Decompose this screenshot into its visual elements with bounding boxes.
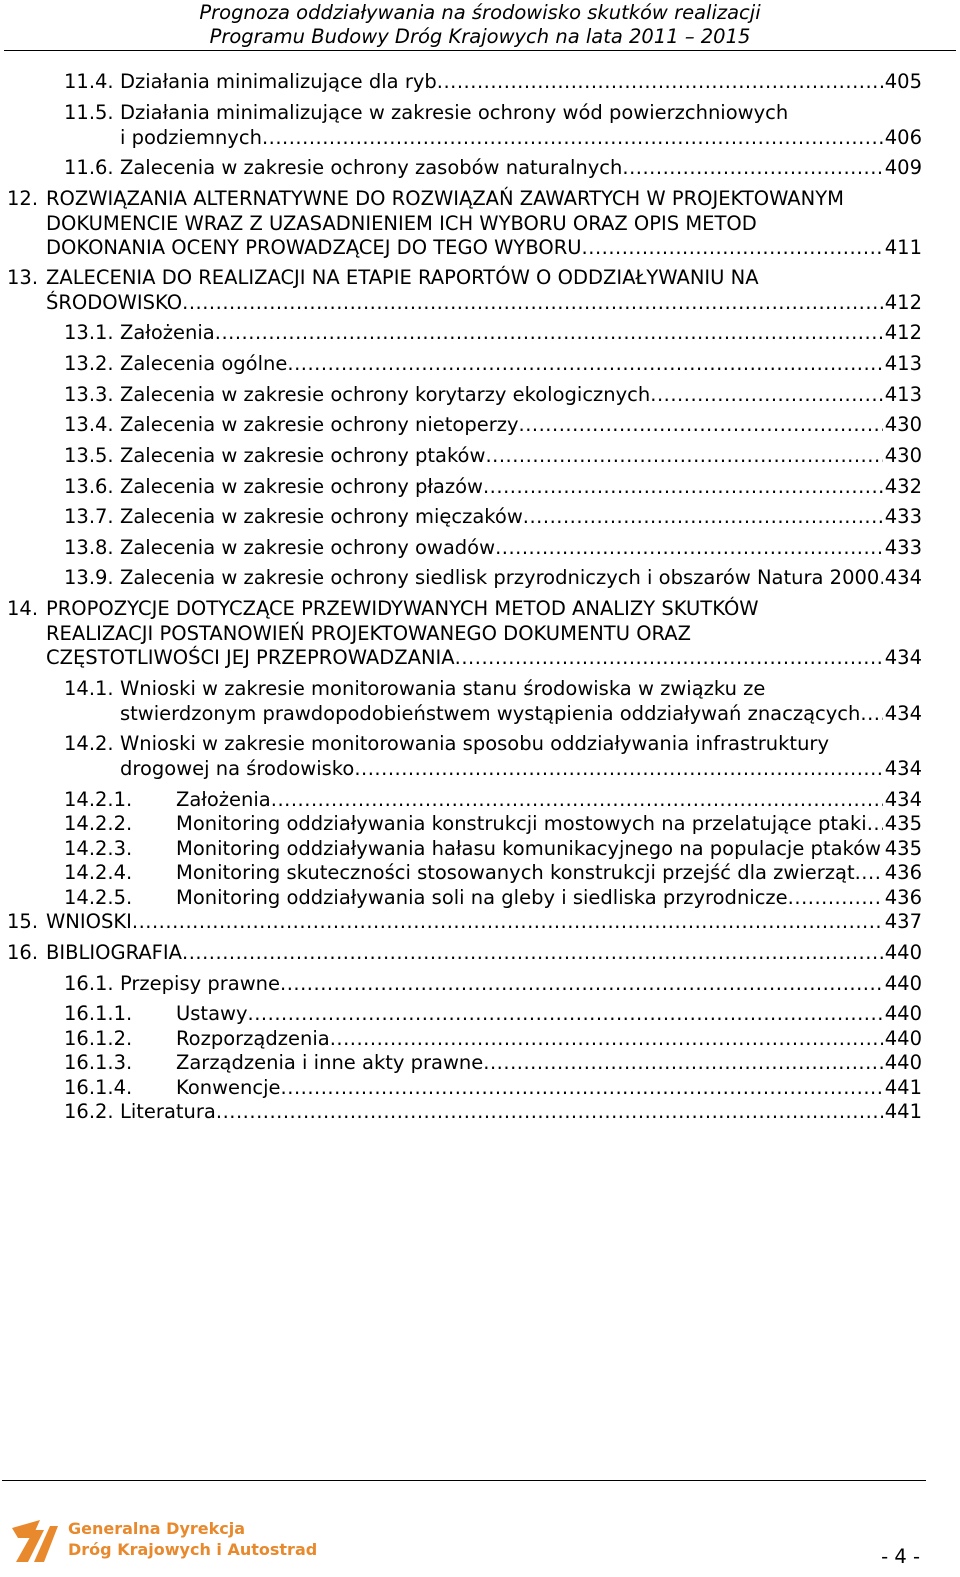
dot-leader xyxy=(485,444,882,469)
dot-leader xyxy=(182,941,883,966)
toc-entry-page: 433 xyxy=(884,536,922,559)
toc-entry-title xyxy=(120,972,922,997)
toc-entry-number: 13.9. xyxy=(64,566,114,589)
toc-entry-number: 11.5. xyxy=(64,101,114,124)
toc-entry-page: 405 xyxy=(884,70,922,93)
toc-entry-title-line: ROZWIĄZANIA ALTERNATYWNE DO ROZWIĄZAŃ ZAWARTYCH W PROJEKTOWANYM xyxy=(46,187,844,210)
dot-leader xyxy=(867,812,883,837)
toc-entry-number: 14.2. xyxy=(64,732,114,755)
toc-entry-number: 16. xyxy=(7,941,39,964)
toc-entry-title-line: Zalecenia w zakresie ochrony płazów xyxy=(120,475,483,498)
dot-leader xyxy=(262,126,883,151)
running-header xyxy=(0,0,960,49)
toc-entry-page: 409 xyxy=(884,156,922,179)
toc-entry-title xyxy=(120,566,922,591)
dot-leader xyxy=(650,383,883,408)
toc-entry-number: 13.3. xyxy=(64,383,114,406)
toc-entry-title xyxy=(176,837,922,862)
toc-entry-title-line: DOKONANIA OCENY PROWADZĄCEJ DO TEGO WYBORU xyxy=(46,236,582,259)
toc-entry-title xyxy=(176,1076,922,1101)
toc-entry-title-line: Wnioski w zakresie monitorowania stanu środowiska w związku ze xyxy=(120,677,766,700)
toc-entry-number: 13.7. xyxy=(64,505,114,528)
dot-leader xyxy=(495,536,883,561)
toc-entry-title-line: Zalecenia w zakresie ochrony zasobów naturalnych xyxy=(120,156,623,179)
toc-entry-page: 436 xyxy=(884,861,922,884)
dot-leader xyxy=(330,1027,883,1052)
toc-entry-number: 14.2.2. xyxy=(64,812,133,835)
dot-leader xyxy=(216,1100,883,1125)
toc-entry-number: 13.5. xyxy=(64,444,114,467)
dot-leader xyxy=(287,352,882,377)
toc-entry-title xyxy=(176,886,922,911)
header-line-1: Prognoza oddziaływania na środowisko skutków realizacji xyxy=(199,1,761,24)
gddkia-logo-icon xyxy=(10,1518,60,1564)
toc-entry-page: 434 xyxy=(884,646,922,669)
dot-leader xyxy=(281,1076,883,1101)
toc-entry-title xyxy=(120,505,922,530)
toc-entry-number: 16.1.4. xyxy=(64,1076,133,1099)
dot-leader xyxy=(860,702,882,727)
dot-leader xyxy=(455,646,883,671)
toc-entry-number: 14.2.1. xyxy=(64,788,133,811)
toc-entry-title xyxy=(176,861,922,886)
toc-entry-title xyxy=(176,812,922,837)
toc-entry-number: 14. xyxy=(7,597,39,620)
toc-entry-title xyxy=(176,1051,922,1076)
toc-entry-page: 440 xyxy=(884,941,922,964)
toc-entry-page: 440 xyxy=(884,1027,922,1050)
toc-entry-page: 441 xyxy=(884,1100,922,1123)
dot-leader xyxy=(855,861,883,886)
toc-entry-page: 412 xyxy=(884,290,922,314)
toc-entry-title xyxy=(120,321,922,346)
toc-entry-title-line: REALIZACJI POSTANOWIEŃ PROJEKTOWANEGO DOKUMENTU ORAZ xyxy=(46,621,691,645)
toc-entry-title-line: CZĘSTOTLIWOŚCI JEJ PRZEPROWADZANIA xyxy=(46,646,455,669)
toc-entry-number: 13.6. xyxy=(64,475,114,498)
toc-entry-title-line: Działania minimalizujące w zakresie ochrony wód powierzchniowych xyxy=(120,101,789,124)
dot-leader xyxy=(354,757,882,782)
toc-entry-page: 434 xyxy=(884,566,922,589)
toc-entry-title-line: Ustawy xyxy=(176,1002,248,1025)
toc-entry-title-line: Zalecenia w zakresie ochrony ptaków xyxy=(120,444,486,467)
toc-entry-title-line: BIBLIOGRAFIA xyxy=(46,941,182,964)
toc-entry-number: 13.1. xyxy=(64,321,114,344)
toc-entry-title-line: Wnioski w zakresie monitorowania sposobu oddziaływania infrastruktury xyxy=(120,732,829,755)
toc-entry-page: 432 xyxy=(884,475,922,498)
toc-entry-number: 16.2. xyxy=(64,1100,114,1123)
toc-entry-title-line: Monitoring oddziaływania konstrukcji mostowych na przelatujące ptaki xyxy=(176,812,867,835)
toc-entry-title xyxy=(120,677,922,726)
toc-entry-title-line: Zalecenia w zakresie ochrony siedlisk przyrodniczych i obszarów Natura 2000 xyxy=(120,566,880,589)
toc-entry-title-line: DOKUMENCIE WRAZ Z UZASADNIENIEM ICH WYBORU ORAZ OPIS METOD xyxy=(46,211,757,235)
toc-entry-title-line: PROPOZYCJE DOTYCZĄCE PRZEWIDYWANYCH METOD ANALIZY SKUTKÓW xyxy=(46,597,759,620)
toc-entry-title-line: Zalecenia w zakresie ochrony nietoperzy xyxy=(120,413,519,436)
toc-entry-title-line: ŚRODOWISKO xyxy=(46,290,183,314)
toc-entry-page: 430 xyxy=(884,413,922,436)
toc-entry-title-line: drogowej na środowisko xyxy=(120,756,355,780)
dot-leader xyxy=(271,788,883,813)
toc-entry-title xyxy=(120,101,922,150)
toc-entry-title xyxy=(46,187,922,261)
toc-entry-number: 14.1. xyxy=(64,677,114,700)
toc-entry-title-line: ZALECENIA DO REALIZACJI NA ETAPIE RAPORTÓW O ODDZIAŁYWANIU NA xyxy=(46,266,759,289)
footer-divider xyxy=(2,1480,926,1481)
toc-entry-title-line: Zalecenia w zakresie ochrony owadów xyxy=(120,536,496,559)
toc-entry-number: 11.4. xyxy=(64,70,114,93)
dot-leader xyxy=(483,475,883,500)
dot-leader xyxy=(215,321,883,346)
toc-entry-page: 437 xyxy=(884,910,922,933)
toc-entry-title xyxy=(120,352,922,377)
toc-entry-number: 13. xyxy=(7,266,39,289)
toc-entry-title xyxy=(46,910,922,935)
toc-entry-title xyxy=(120,536,922,561)
toc-entry-number: 14.2.5. xyxy=(64,886,133,909)
toc-entry-page: 440 xyxy=(884,972,922,995)
dot-leader xyxy=(519,413,883,438)
toc-entry-number: 14.2.3. xyxy=(64,837,133,860)
toc-entry-page: 430 xyxy=(884,444,922,467)
toc-entry-number: 11.6. xyxy=(64,156,114,179)
dot-leader xyxy=(483,1051,882,1076)
toc-entry-page: 413 xyxy=(884,383,922,406)
toc-entry-number: 13.4. xyxy=(64,413,114,436)
toc-entry-title xyxy=(46,941,922,966)
toc-entry-number: 14.2.4. xyxy=(64,861,133,884)
dot-leader xyxy=(132,910,883,935)
toc-entry-title xyxy=(120,475,922,500)
toc-entry-title xyxy=(120,444,922,469)
toc-entry-page: 440 xyxy=(884,1002,922,1025)
toc-entry-title-line: Konwencje xyxy=(176,1076,281,1099)
toc-entry-page: 435 xyxy=(884,812,922,835)
toc-entry-number: 16.1.2. xyxy=(64,1027,133,1050)
toc-entry-page: 434 xyxy=(884,701,922,725)
dot-leader xyxy=(248,1002,883,1027)
toc-entry-title-line: WNIOSKI xyxy=(46,910,132,933)
toc-entry-page: 411 xyxy=(884,236,922,259)
toc-entry-title-line: Zarządzenia i inne akty prawne xyxy=(176,1051,484,1074)
toc-entry-title-line: stwierdzonym prawdopodobieństwem wystąpienia oddziaływań znaczących xyxy=(120,701,861,725)
toc-entry-number: 15. xyxy=(7,910,39,933)
page-number: - 4 - xyxy=(881,1545,920,1568)
toc-entry-title xyxy=(120,383,922,408)
toc-entry-title-line: Przepisy prawne xyxy=(120,972,281,995)
dot-leader xyxy=(280,972,883,997)
toc-entry-number: 13.8. xyxy=(64,536,114,559)
toc-entry-title-line: Monitoring oddziaływania hałasu komunikacyjnego na populacje ptaków xyxy=(176,837,881,860)
toc-entry-title-line: i podziemnych xyxy=(120,125,262,149)
toc-entry-page: 435 xyxy=(884,837,922,860)
toc-entry-title xyxy=(120,156,922,181)
toc-entry-title xyxy=(120,413,922,438)
header-divider xyxy=(4,50,956,51)
header-line-2: Programu Budowy Dróg Krajowych na lata 2011 – 2015 xyxy=(209,25,751,48)
dot-leader xyxy=(582,236,883,261)
toc-entry-number: 16.1.1. xyxy=(64,1002,133,1025)
toc-entry-title-line: Monitoring skuteczności stosowanych konstrukcji przejść dla zwierząt xyxy=(176,861,855,884)
toc-entry-title-line: Literatura xyxy=(120,1100,216,1123)
toc-entry-page: 434 xyxy=(884,756,922,780)
dot-leader xyxy=(622,156,882,181)
toc-entry-title-line: Działania minimalizujące dla ryb xyxy=(120,70,437,93)
toc-entry-title-line: Zalecenia ogólne xyxy=(120,352,288,375)
toc-entry-title xyxy=(120,1100,922,1125)
toc-entry-title-line: Założenia xyxy=(176,788,271,811)
toc-entry-page: 413 xyxy=(884,352,922,375)
toc-entry-page: 434 xyxy=(884,788,922,811)
toc-entry-page: 406 xyxy=(884,125,922,149)
logo-text xyxy=(68,1518,317,1560)
toc-entry-title-line: Założenia xyxy=(120,321,215,344)
toc-entry-title-line: Monitoring oddziaływania soli na gleby i siedliska przyrodnicze xyxy=(176,886,788,909)
toc-entry-page: 412 xyxy=(884,321,922,344)
toc-entry-title xyxy=(46,266,922,315)
toc-entry-page: 441 xyxy=(884,1076,922,1099)
logo-line-1: Generalna Dyrekcja xyxy=(68,1519,246,1538)
toc-entry-page: 436 xyxy=(884,886,922,909)
toc-entry-page: 433 xyxy=(884,505,922,528)
toc-entry-title xyxy=(176,788,922,813)
dot-leader xyxy=(437,70,883,95)
dot-leader xyxy=(788,886,883,911)
dot-leader xyxy=(523,505,883,530)
toc-entry-number: 16.1.3. xyxy=(64,1051,133,1074)
toc-entry-title xyxy=(120,732,922,781)
toc-entry-number: 12. xyxy=(7,187,39,210)
logo-line-2: Dróg Krajowych i Autostrad xyxy=(68,1540,318,1559)
toc-entry-title xyxy=(176,1027,922,1052)
toc-entry-title xyxy=(176,1002,922,1027)
toc-entry-title xyxy=(120,70,922,95)
toc-entry-title-line: Rozporządzenia xyxy=(176,1027,330,1050)
toc-entry-title-line: Zalecenia w zakresie ochrony korytarzy ekologicznych xyxy=(120,383,651,406)
dot-leader xyxy=(182,291,883,316)
toc-entry-number: 16.1. xyxy=(64,972,114,995)
toc-entry-number: 13.2. xyxy=(64,352,114,375)
toc-entry-page: 440 xyxy=(884,1051,922,1074)
toc-entry-title xyxy=(46,597,922,671)
toc-entry-title-line: Zalecenia w zakresie ochrony mięczaków xyxy=(120,505,523,528)
